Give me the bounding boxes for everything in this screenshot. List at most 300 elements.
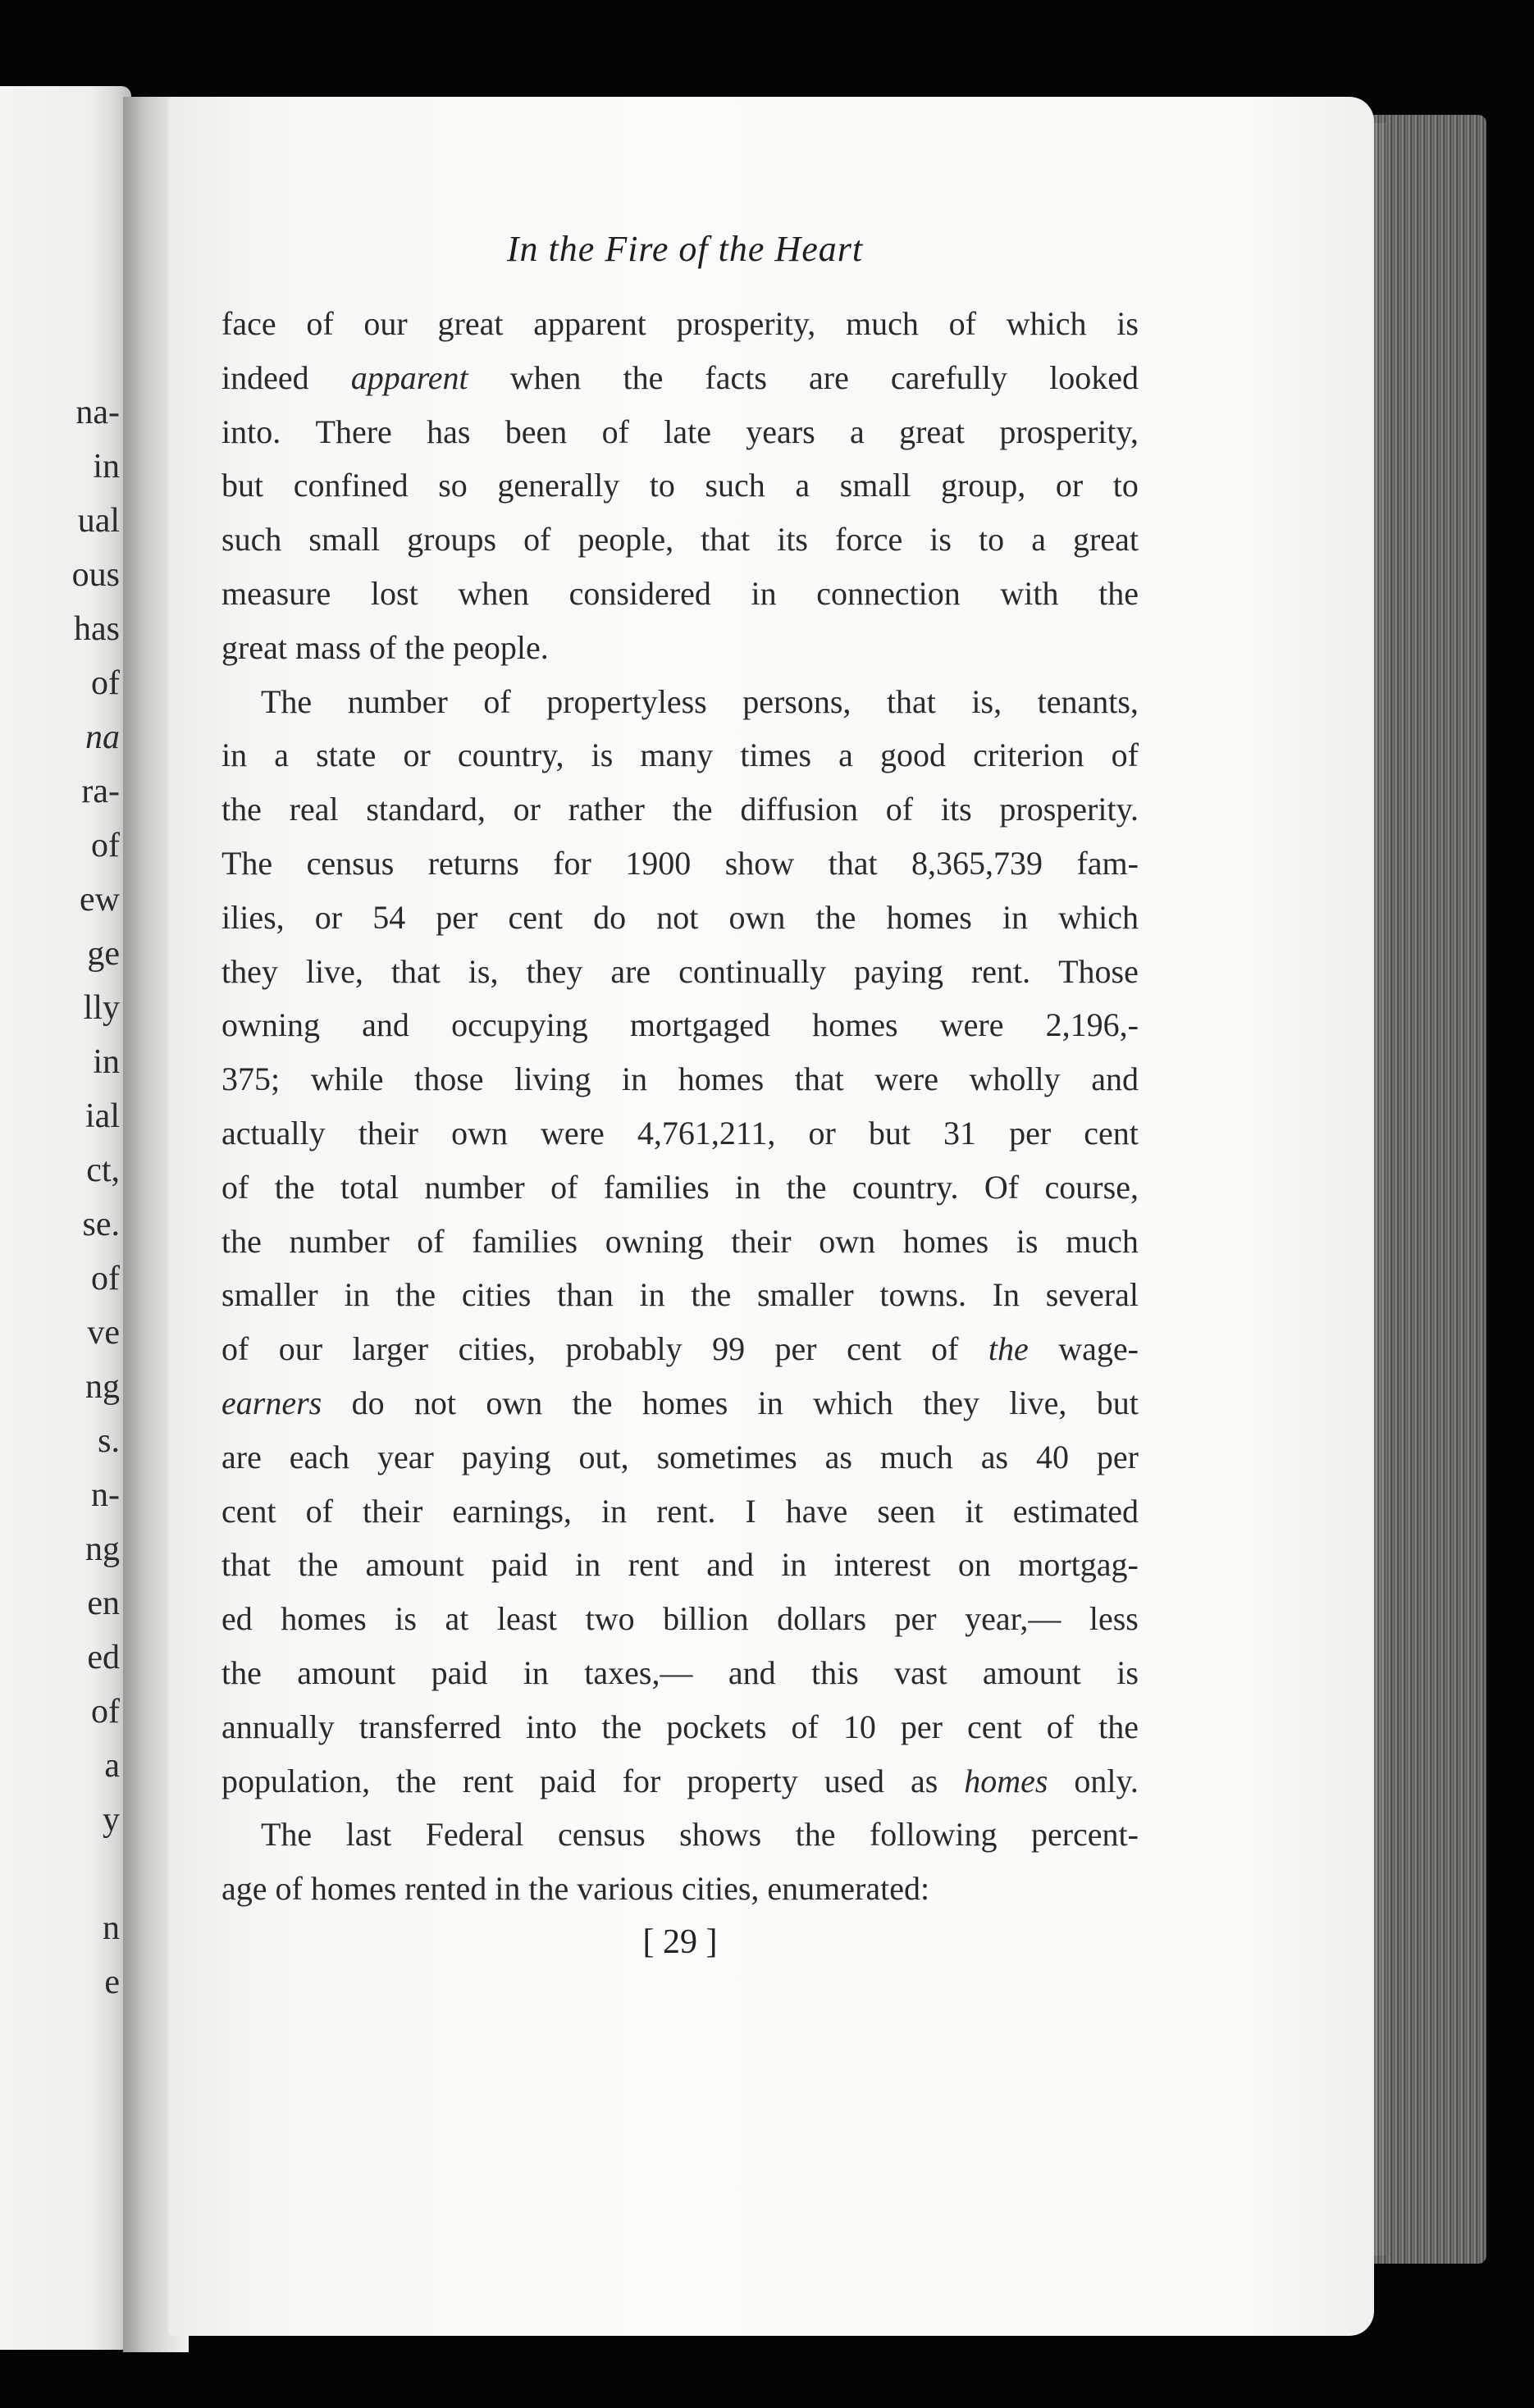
- previous-page-fragment: n-: [91, 1476, 120, 1514]
- word: amount: [297, 1653, 396, 1691]
- word: paid: [491, 1546, 548, 1584]
- word: as: [980, 1438, 1009, 1475]
- word: that: [794, 1060, 844, 1098]
- word: apparent: [533, 305, 646, 342]
- word: of: [1046, 1708, 1075, 1745]
- word: rent: [462, 1762, 514, 1799]
- word: paid: [539, 1762, 596, 1799]
- word: into.: [221, 413, 281, 450]
- word: group,: [940, 467, 1026, 504]
- word: census: [558, 1816, 646, 1854]
- word: homes: [310, 1870, 397, 1908]
- word: per: [1009, 1114, 1052, 1152]
- word: in: [575, 1546, 601, 1584]
- text-line: [221, 458, 1139, 513]
- word: age: [221, 1870, 267, 1908]
- word: country.: [851, 1168, 959, 1206]
- word: smaller: [756, 1276, 854, 1314]
- word: country,: [457, 737, 564, 774]
- previous-page-fragment: of: [91, 664, 120, 702]
- word: per: [894, 1600, 937, 1638]
- word: own: [819, 1222, 876, 1260]
- word: they: [526, 952, 583, 990]
- previous-page-fragment: na: [85, 718, 120, 756]
- word: the: [1098, 1708, 1139, 1745]
- word: enumerated:: [767, 1870, 930, 1908]
- word: their: [358, 1114, 418, 1152]
- word: In: [992, 1276, 1020, 1314]
- previous-page-fragment: ous: [71, 556, 120, 594]
- page-edges: [1372, 115, 1486, 2264]
- word: is: [929, 521, 952, 559]
- previous-page-fragment: ge: [87, 935, 120, 973]
- word: show: [724, 844, 795, 882]
- word: a: [274, 737, 289, 774]
- word: that: [886, 682, 936, 720]
- word: has: [427, 413, 471, 450]
- word: real: [289, 791, 339, 828]
- word: in: [781, 1546, 807, 1584]
- word: so: [438, 467, 468, 504]
- word: or: [1055, 467, 1084, 504]
- previous-page-fragment: ra-: [81, 773, 120, 810]
- previous-page-fragment: in: [93, 1043, 120, 1081]
- word: the: [601, 1708, 642, 1745]
- word: that: [221, 1546, 271, 1584]
- word: 99: [712, 1330, 746, 1368]
- word: 8,365,739: [911, 844, 1043, 882]
- text-line: [221, 1808, 1139, 1862]
- word: cent: [967, 1708, 1022, 1745]
- text-line: [221, 945, 1139, 999]
- word: carefully: [890, 358, 1008, 396]
- word: the: [298, 1546, 339, 1584]
- word: as: [910, 1762, 938, 1799]
- previous-page-fragment: [72, 1847, 120, 1901]
- word: the: [795, 1816, 836, 1854]
- word: state: [316, 737, 377, 774]
- word: probably: [565, 1330, 683, 1368]
- text-line: [221, 1106, 1139, 1161]
- word: their: [731, 1222, 792, 1260]
- word: 54: [372, 898, 406, 936]
- word: mass: [294, 628, 361, 666]
- text-line: [221, 1376, 1139, 1430]
- word: transferred: [358, 1708, 502, 1745]
- word: to: [979, 521, 1005, 559]
- word: a: [838, 737, 853, 774]
- word: indeed: [221, 358, 309, 396]
- word: or: [403, 737, 431, 774]
- word: of: [368, 628, 397, 666]
- page-number: [ 29 ]: [642, 1923, 718, 1961]
- word: much: [1066, 1222, 1139, 1260]
- word: they: [923, 1384, 980, 1421]
- word: I: [745, 1492, 756, 1530]
- word: not: [656, 898, 699, 936]
- word: the: [691, 1276, 732, 1314]
- word: were: [874, 1060, 938, 1098]
- word: have: [785, 1492, 848, 1530]
- previous-page-fragment: of: [91, 827, 120, 864]
- word: prosperity.: [999, 791, 1139, 828]
- word: of: [305, 1492, 333, 1530]
- word: annually: [221, 1708, 335, 1745]
- word: 1900: [625, 844, 692, 882]
- word: homes: [812, 1006, 898, 1044]
- word: but: [868, 1114, 911, 1152]
- word: own: [451, 1114, 508, 1152]
- word: used: [824, 1762, 885, 1799]
- word: cities: [461, 1276, 532, 1314]
- word: is: [395, 1600, 417, 1638]
- word: looked: [1049, 358, 1139, 396]
- word: or: [808, 1114, 836, 1152]
- word: in: [221, 737, 248, 774]
- word: and: [362, 1006, 409, 1044]
- word: while: [310, 1060, 384, 1098]
- word: is,: [468, 952, 499, 990]
- word: that: [701, 521, 751, 559]
- word: which: [813, 1384, 893, 1421]
- word: for: [553, 844, 591, 882]
- word: year,—: [965, 1600, 1061, 1638]
- previous-page-fragment: ng: [85, 1530, 120, 1568]
- previous-page-fragment: lly: [83, 989, 120, 1027]
- word: continually: [678, 952, 827, 990]
- previous-page-fragment: se.: [82, 1206, 120, 1243]
- text-line: [221, 1052, 1139, 1106]
- word: in: [523, 1653, 549, 1691]
- word: the: [988, 1330, 1029, 1368]
- word: to: [1112, 467, 1139, 504]
- word: The: [261, 1816, 313, 1854]
- word: seen: [877, 1492, 936, 1530]
- word: per: [900, 1708, 943, 1745]
- word: property: [687, 1762, 798, 1799]
- word: small: [308, 521, 381, 559]
- word: is: [591, 737, 614, 774]
- word: were: [541, 1114, 605, 1152]
- word: with: [1000, 574, 1059, 612]
- word: in: [495, 1870, 521, 1908]
- word: people,: [578, 521, 674, 559]
- word: earnings,: [452, 1492, 572, 1530]
- word: not: [413, 1384, 457, 1421]
- word: towns.: [879, 1276, 966, 1314]
- word: There: [315, 413, 392, 450]
- word: been: [504, 413, 568, 450]
- word: actually: [221, 1114, 326, 1152]
- word: two: [585, 1600, 635, 1638]
- word: number: [424, 1168, 525, 1206]
- word: the: [221, 1653, 262, 1691]
- word: wage-: [1058, 1330, 1139, 1368]
- word: than: [556, 1276, 614, 1314]
- text-line: [221, 1538, 1139, 1592]
- word: families: [603, 1168, 710, 1206]
- previous-page-fragment: ve: [87, 1314, 120, 1352]
- word: cent: [1084, 1114, 1139, 1152]
- text-line: [221, 1268, 1139, 1322]
- word: 375;: [221, 1060, 281, 1098]
- previous-page-fragment: y: [103, 1801, 120, 1839]
- word: least: [496, 1600, 558, 1638]
- word: much: [846, 305, 919, 342]
- word: of: [1111, 737, 1139, 774]
- word: ed: [221, 1600, 253, 1638]
- previous-page-fragment: has: [74, 610, 120, 648]
- word: apparent: [350, 358, 468, 396]
- word: do: [593, 898, 627, 936]
- word: paying: [854, 952, 943, 990]
- word: prosperity,: [999, 413, 1139, 450]
- word: are: [809, 358, 849, 396]
- word: rather: [568, 791, 645, 828]
- word: good: [879, 737, 946, 774]
- word: diffusion: [740, 791, 859, 828]
- previous-page-fragment: s.: [98, 1422, 120, 1460]
- word: for: [622, 1762, 661, 1799]
- word: face: [221, 305, 276, 342]
- previous-page-fragment: ew: [80, 881, 120, 919]
- word: its: [940, 791, 972, 828]
- word: mortgaged: [629, 1006, 770, 1044]
- word: of: [885, 791, 914, 828]
- word: tenants,: [1037, 682, 1139, 720]
- word: small: [839, 467, 911, 504]
- word: rent.: [656, 1492, 716, 1530]
- text-line: [221, 891, 1139, 945]
- word: in: [600, 1492, 628, 1530]
- word: several: [1045, 1276, 1139, 1314]
- word: 2,196,-: [1045, 1006, 1139, 1044]
- word: the: [221, 1222, 262, 1260]
- word: groups: [407, 521, 497, 559]
- text-line: [221, 513, 1139, 567]
- word: times: [740, 737, 812, 774]
- word: force: [835, 521, 903, 559]
- word: the: [572, 1384, 613, 1421]
- word: many: [640, 737, 714, 774]
- word: cities,: [682, 1870, 760, 1908]
- word: total: [340, 1168, 399, 1206]
- word: standard,: [366, 791, 486, 828]
- word: the: [274, 1168, 315, 1206]
- word: ilies,: [221, 898, 285, 936]
- word: when: [509, 358, 582, 396]
- word: per: [436, 898, 478, 936]
- word: of: [221, 1330, 249, 1368]
- word: paid: [431, 1653, 488, 1691]
- word: amount: [982, 1653, 1081, 1691]
- word: interest: [833, 1546, 931, 1584]
- body-text: [221, 297, 1139, 1916]
- word: of: [601, 413, 629, 450]
- word: of: [275, 1870, 303, 1908]
- word: per: [774, 1330, 817, 1368]
- word: such: [221, 521, 282, 559]
- word: of: [948, 305, 976, 342]
- text-line: [221, 1430, 1139, 1484]
- word: mortgag-: [1018, 1546, 1139, 1584]
- word: earners: [221, 1384, 322, 1421]
- previous-page-fragment: en: [87, 1585, 120, 1622]
- previous-page-fragment: of: [91, 1693, 120, 1731]
- word: cent: [847, 1330, 902, 1368]
- word: late: [664, 413, 711, 450]
- word: shows: [679, 1816, 762, 1854]
- word: of: [306, 305, 334, 342]
- word: owning: [605, 1222, 704, 1260]
- word: smaller: [221, 1276, 318, 1314]
- word: were: [939, 1006, 1004, 1044]
- word: Federal: [425, 1816, 524, 1854]
- word: that: [390, 952, 441, 990]
- text-line: [221, 1700, 1139, 1754]
- word: in: [1002, 898, 1029, 936]
- word: homes: [964, 1762, 1048, 1799]
- word: in: [757, 1384, 783, 1421]
- word: at: [445, 1600, 469, 1638]
- word: living: [514, 1060, 591, 1098]
- word: homes: [678, 1060, 765, 1098]
- word: or: [513, 791, 541, 828]
- word: fam-: [1076, 844, 1139, 882]
- word: percent-: [1030, 1816, 1139, 1854]
- word: great: [221, 628, 287, 666]
- word: of: [931, 1330, 959, 1368]
- word: the: [672, 791, 713, 828]
- word: but: [221, 467, 264, 504]
- word: its: [777, 521, 808, 559]
- word: is: [1016, 1222, 1039, 1260]
- word: great: [437, 305, 504, 342]
- word: the: [528, 1870, 569, 1908]
- text-line: [221, 1646, 1139, 1700]
- previous-page-fragment: of: [91, 1260, 120, 1297]
- word: of: [221, 1168, 249, 1206]
- word: confined: [293, 467, 409, 504]
- text-line: [221, 297, 1139, 351]
- word: and: [706, 1546, 754, 1584]
- word: such: [705, 467, 765, 504]
- running-header: In the Fire of the Heart: [506, 229, 864, 269]
- word: of: [417, 1222, 445, 1260]
- word: less: [1089, 1600, 1139, 1638]
- word: a: [795, 467, 810, 504]
- word: homes: [641, 1384, 728, 1421]
- word: rent: [628, 1546, 679, 1584]
- word: The: [221, 844, 273, 882]
- word: own: [486, 1384, 543, 1421]
- word: billion: [663, 1600, 749, 1638]
- word: a: [1031, 521, 1046, 559]
- word: is,: [971, 682, 1002, 720]
- word: each: [289, 1438, 350, 1475]
- word: the: [1098, 574, 1139, 612]
- word: they: [221, 952, 278, 990]
- word: estimated: [1012, 1492, 1139, 1530]
- word: our: [363, 305, 408, 342]
- word: into: [526, 1708, 578, 1745]
- word: of: [523, 521, 551, 559]
- word: and: [728, 1653, 776, 1691]
- previous-page-fragment: in: [93, 448, 120, 486]
- word: amount: [365, 1546, 464, 1584]
- previous-page-fragment: n: [103, 1909, 120, 1947]
- word: measure: [221, 574, 331, 612]
- word: out,: [578, 1438, 629, 1475]
- previous-page-fragment: a: [104, 1747, 120, 1785]
- word: which: [1058, 898, 1139, 936]
- word: Of: [984, 1168, 1020, 1206]
- word: paying: [461, 1438, 551, 1475]
- word: of: [791, 1708, 819, 1745]
- word: 10: [842, 1708, 876, 1745]
- word: their: [363, 1492, 423, 1530]
- word: taxes,—: [584, 1653, 693, 1691]
- word: of: [550, 1168, 578, 1206]
- text-line: [221, 1484, 1139, 1539]
- word: much: [879, 1438, 953, 1475]
- word: the: [815, 898, 856, 936]
- word: population,: [221, 1762, 371, 1799]
- word: vast: [894, 1653, 947, 1691]
- word: cent: [508, 898, 564, 936]
- text-line: [221, 405, 1139, 459]
- word: number: [289, 1222, 390, 1260]
- word: in: [735, 1168, 761, 1206]
- text-line: [221, 1754, 1139, 1808]
- word: our: [278, 1330, 323, 1368]
- word: the: [404, 628, 445, 666]
- word: course,: [1044, 1168, 1139, 1206]
- word: per: [1096, 1438, 1139, 1475]
- word: Those: [1058, 952, 1139, 990]
- word: rented: [404, 1870, 487, 1908]
- word: rent.: [970, 952, 1031, 990]
- word: 4,761,211,: [637, 1114, 776, 1152]
- text-line: [221, 837, 1139, 891]
- word: sometimes: [656, 1438, 797, 1475]
- word: larger: [352, 1330, 429, 1368]
- word: this: [810, 1653, 859, 1691]
- word: wholly: [969, 1060, 1061, 1098]
- word: the: [395, 1276, 436, 1314]
- word: The: [261, 682, 313, 720]
- word: following: [869, 1816, 998, 1854]
- word: the: [221, 791, 262, 828]
- text-line: [221, 351, 1139, 405]
- word: to: [649, 467, 675, 504]
- word: criterion: [973, 737, 1084, 774]
- word: a: [850, 413, 865, 450]
- previous-page-fragment: ng: [85, 1368, 120, 1406]
- word: prosperity,: [676, 305, 816, 342]
- word: occupying: [451, 1006, 588, 1044]
- word: census: [306, 844, 395, 882]
- word: dollars: [777, 1600, 867, 1638]
- word: last: [345, 1816, 392, 1854]
- previous-page-text-fragments: [72, 385, 120, 2009]
- word: on: [957, 1546, 991, 1584]
- word: those: [414, 1060, 484, 1098]
- word: as: [824, 1438, 852, 1475]
- text-line: [221, 1862, 1139, 1916]
- word: 40: [1035, 1438, 1069, 1475]
- word: only.: [1074, 1762, 1139, 1799]
